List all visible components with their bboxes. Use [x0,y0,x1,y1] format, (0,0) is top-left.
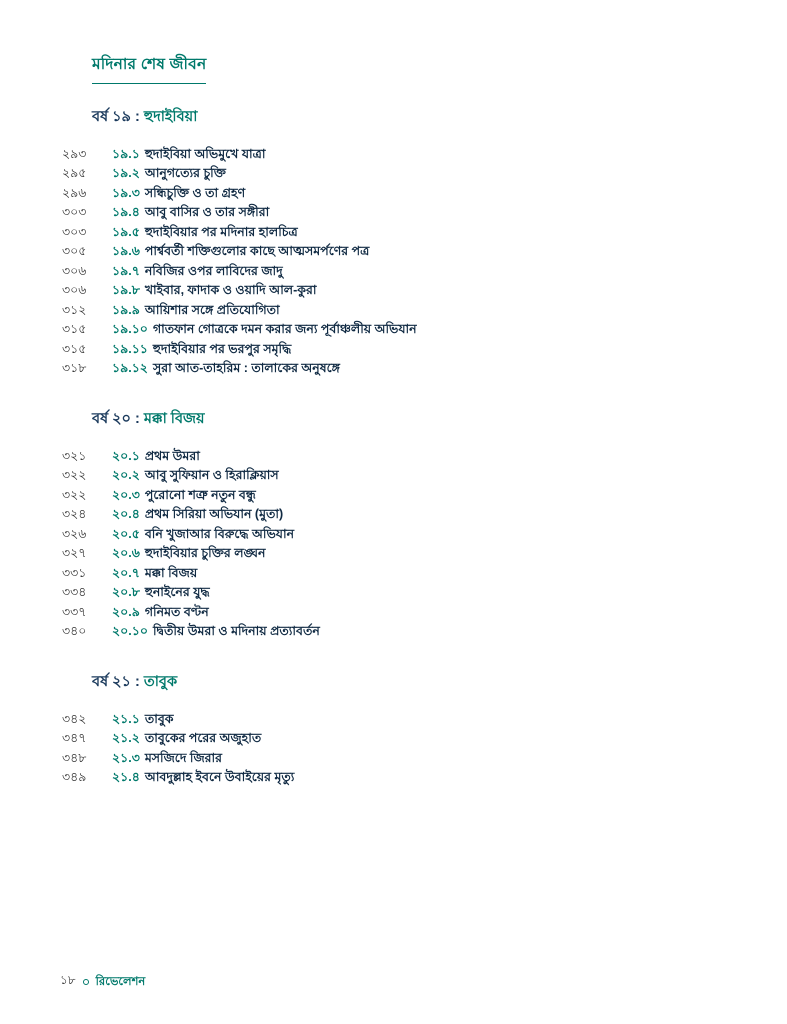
entry-page-number: ৩৪৯ [62,770,87,784]
page-footer [60,972,145,992]
section-heading-label: বর্ষ ২১ [92,674,131,690]
list-item[interactable] [60,563,727,583]
section-heading-name: তাবুক [143,674,178,690]
list-item[interactable] [60,242,727,262]
entry-page-number: ২৯৩ [62,146,87,161]
entry-title: পার্শ্ববর্তী শক্তিগুলোর কাছে আত্মসমর্পণের পত্র [144,244,370,258]
entry-title: মক্কা বিজয় [144,565,198,580]
entry-page-number: ৩০৬ [62,263,87,278]
entry-title: আবু বাসির ও তার সঙ্গীরা [144,205,270,219]
entry-title: তাবুকের পরের অজুহাত [144,731,262,745]
entry-page-number: ৩৩৪ [62,585,87,599]
entry-number: ২০.১০ [112,624,148,638]
entry-title: মসজিদে জিরার [144,750,223,765]
entry-number: ২০.৭ [112,565,140,580]
entry-title: তাবুক [144,711,174,726]
section-heading-name: হুদাইবিয়া [143,109,198,125]
entry-number: ১৯.৭ [112,263,140,278]
entry-number: ২০.৫ [112,526,140,541]
entry-number: ২০.১ [112,448,140,463]
entry-number: ১৯.৮ [112,283,140,297]
list-item[interactable] [60,583,727,603]
entry-number: ২০.৮ [112,585,140,599]
entry-page-number: ৩১২ [62,302,87,317]
entry-title: আবু সুফিয়ান ও হিরাক্লিয়াস [144,468,279,482]
section-heading [92,408,727,432]
entry-title: খাইবার, ফাদাক ও ওয়াদি আল-কুরা [144,283,317,297]
section-heading-colon: : [130,411,144,427]
section-heading [92,106,727,130]
entry-number: ১৯.৬ [112,244,140,258]
entry-number: ২১.২ [112,731,140,745]
entry-page-number: ৩২৭ [62,546,87,560]
list-item[interactable] [60,300,727,320]
entry-page-number: ৩২২ [62,468,87,482]
toc-entry-list [60,446,727,641]
list-item[interactable] [60,748,727,768]
list-item[interactable] [60,144,727,164]
entry-title: বনি খুজাআর বিরুদ্ধে অভিযান [144,526,295,541]
entry-number: ২০.৩ [112,487,140,502]
entry-page-number: ৩১৫ [62,322,87,336]
entry-number: ১৯.৪ [112,205,140,219]
section-year-21 [60,671,727,787]
entry-title: গনিমত বণ্টন [144,604,209,619]
entry-page-number: ৩২১ [62,448,87,463]
list-item[interactable] [60,709,727,729]
list-item[interactable] [60,339,727,359]
list-item[interactable] [60,222,727,242]
entry-page-number: ৩১৮ [62,361,87,375]
entry-title: পুরোনো শত্রু নতুন বন্ধু [144,487,256,502]
section-year-20 [60,408,727,641]
entry-number: ১৯.১০ [112,322,148,336]
entry-number: ১৯.১ [112,146,140,161]
entry-title: আনুগত্যের চুক্তি [144,166,226,180]
toc-entry-list [60,709,727,787]
entry-page-number: ৩০৩ [62,224,87,239]
list-item[interactable] [60,261,727,281]
entry-page-number: ২৯৫ [62,166,87,180]
entry-number: ১৯.৫ [112,224,140,239]
section-heading-colon: : [130,674,144,690]
entry-page-number: ২৯৬ [62,185,87,200]
section-heading-label: বর্ষ ২০ [92,411,131,427]
entry-title: আবদুল্লাহ ইবনে উবাইয়ের মৃত্যু [144,770,295,784]
page-title: মদিনার শেষ জীবন [92,52,206,84]
entry-page-number: ৩১৫ [62,341,87,356]
list-item[interactable] [60,359,727,379]
entry-title: হুদাইবিয়ার পর ভরপুর সমৃদ্ধি [152,341,292,356]
list-item[interactable] [60,203,727,223]
footer-book-title: রিভেলেশন [95,975,146,988]
entry-title: নবিজির ওপর লাবিদের জাদু [144,263,283,278]
list-item[interactable] [60,729,727,749]
footer-page-number: ১৮ [60,973,76,987]
entry-page-number: ৩৪০ [62,624,87,638]
section-heading-label: বর্ষ ১৯ [92,109,131,125]
entry-page-number: ৩৪২ [62,711,87,726]
section-year-19 [60,106,727,378]
entry-title: হুদাইবিয়ার চুক্তির লঙ্ঘন [144,546,266,560]
entry-title: হুনাইনের যুদ্ধ [144,585,210,599]
list-item[interactable] [60,602,727,622]
entry-number: ২০.৯ [112,604,140,619]
entry-page-number: ৩৪৮ [62,750,87,765]
list-item[interactable] [60,505,727,525]
list-item[interactable] [60,164,727,184]
entry-title: হুদাইবিয়ার পর মদিনার হালচিত্র [144,224,298,239]
section-heading [92,671,727,695]
entry-number: ২১.৪ [112,770,140,784]
entry-number: ১৯.১১ [112,341,148,356]
list-item[interactable] [60,485,727,505]
list-item[interactable] [60,768,727,788]
list-item[interactable] [60,622,727,642]
entry-page-number: ৩৪৭ [62,731,87,745]
bullet-dot-icon [83,979,89,985]
entry-number: ২০.৬ [112,546,140,560]
entry-number: ২১.১ [112,711,140,726]
entry-title: আয়িশার সঙ্গে প্রতিযোগিতা [144,302,280,317]
entry-page-number: ৩০৫ [62,244,87,258]
entry-number: ১৯.৩ [112,185,140,200]
entry-title: সন্ধিচুক্তি ও তা গ্রহণ [144,185,246,200]
entry-number: ১৯.১২ [112,361,148,375]
entry-number: ২০.২ [112,468,140,482]
list-item[interactable] [60,544,727,564]
list-item[interactable] [60,183,727,203]
entry-page-number: ৩০৩ [62,205,87,219]
entry-title: দ্বিতীয় উমরা ও মদিনায় প্রত্যাবর্তন [152,624,320,638]
list-item[interactable] [60,281,727,301]
section-heading-colon: : [130,109,144,125]
entry-page-number: ৩২২ [62,487,87,502]
entry-title: সুরা আত-তাহরিম : তালাকের অনুষঙ্গে [152,361,340,375]
list-item[interactable] [60,524,727,544]
section-heading-name: মক্কা বিজয় [143,411,205,427]
entry-title: প্রথম সিরিয়া অভিযান (মুতা) [144,507,284,521]
entry-number: ২০.৪ [112,507,140,521]
entry-title: প্রথম উমরা [144,448,200,463]
list-item[interactable] [60,446,727,466]
list-item[interactable] [60,320,727,340]
entry-page-number: ৩৩৭ [62,604,87,619]
entry-title: হুদাইবিয়া অভিমুখে যাত্রা [144,146,266,161]
entry-page-number: ৩৩১ [62,565,87,580]
entry-number: ১৯.২ [112,166,140,180]
toc-entry-list [60,144,727,378]
list-item[interactable] [60,466,727,486]
entry-number: ১৯.৯ [112,302,140,317]
entry-page-number: ৩২৬ [62,526,87,541]
entry-title: গাতফান গোত্রকে দমন করার জন্য পূর্বাঞ্চলীয় অভিযান [152,322,417,336]
entry-number: ২১.৩ [112,750,140,765]
entry-page-number: ৩০৬ [62,283,87,297]
entry-page-number: ৩২৪ [62,507,87,521]
